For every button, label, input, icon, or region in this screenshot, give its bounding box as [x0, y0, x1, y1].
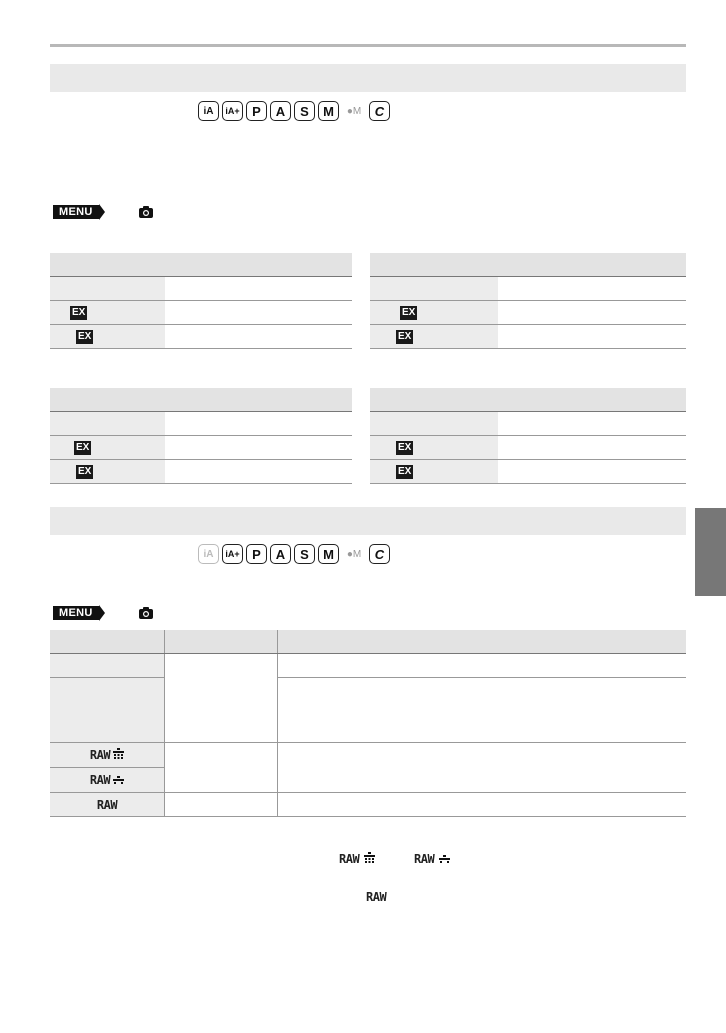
chapter-tab: [695, 508, 726, 596]
creative-video-icon: ●M: [346, 548, 362, 560]
raw-label: RAW: [414, 852, 435, 866]
extended-icon: EX: [402, 306, 416, 318]
creative-control-icon: C: [369, 544, 390, 564]
quality-table: [50, 630, 686, 817]
manual-mode-icon: M: [318, 544, 339, 564]
shutter-mode-icon: S: [294, 101, 315, 121]
intelligent-auto-icon: iA: [198, 544, 219, 564]
extended-icon: EX: [398, 330, 412, 342]
manual-mode-icon: M: [318, 101, 339, 121]
table-row: [370, 436, 686, 460]
table-2-left: [50, 388, 352, 484]
header-cell: [50, 388, 165, 412]
menu-arrow-icon: [99, 605, 105, 621]
aperture-mode-icon: A: [270, 101, 291, 121]
header-cell: [50, 630, 165, 654]
menu-arrow-icon: [99, 204, 105, 220]
aperture-mode-icon: A: [270, 544, 291, 564]
header-cell: [370, 253, 498, 277]
table-row: [50, 654, 686, 678]
section-header-2: [50, 507, 686, 535]
header-cell: [165, 253, 352, 277]
extended-icon: EX: [78, 330, 92, 342]
standard-quality-icon: [439, 852, 450, 864]
header-cell: [498, 253, 686, 277]
table-row: [50, 793, 686, 817]
mode-icons-2: [198, 544, 390, 564]
section-header-1: [50, 64, 686, 92]
table-row: [370, 412, 686, 436]
extended-icon: EX: [398, 441, 412, 453]
table-row: [50, 743, 686, 768]
header-cell: [50, 253, 165, 277]
intelligent-auto-plus-icon: iA+: [222, 101, 243, 121]
extended-icon: EX: [72, 306, 86, 318]
table-row: [370, 325, 686, 349]
extended-icon: EX: [78, 465, 92, 477]
header-cell: [165, 388, 352, 412]
program-mode-icon: P: [246, 101, 267, 121]
standard-quality-icon: [113, 773, 124, 785]
raw-label: RAW: [89, 748, 111, 762]
table-2-right: [370, 388, 686, 484]
note-raw: [366, 888, 386, 906]
note-raw-fine: [339, 850, 375, 868]
menu-path-1: [53, 204, 105, 220]
header-cell: [498, 388, 686, 412]
header-cell: [165, 630, 278, 654]
extended-icon: EX: [76, 441, 90, 453]
intelligent-auto-plus-icon: iA+: [222, 544, 243, 564]
program-mode-icon: P: [246, 544, 267, 564]
fine-quality-icon: [364, 852, 375, 864]
table-row: [50, 436, 352, 460]
creative-video-icon: ●M: [346, 105, 362, 117]
raw-label: RAW: [366, 890, 387, 904]
fine-quality-icon: [113, 748, 124, 760]
table-row: [50, 277, 352, 301]
table-row: [50, 325, 352, 349]
menu-label: MENU: [53, 205, 99, 219]
note-raw-standard: [414, 850, 450, 868]
raw-label: RAW: [89, 773, 111, 787]
extended-icon: EX: [398, 465, 412, 477]
table-row: [370, 301, 686, 325]
camera-icon: [138, 204, 154, 220]
raw-label: RAW: [339, 852, 360, 866]
table-row: [50, 678, 686, 743]
table-row: [50, 412, 352, 436]
table-row: [370, 277, 686, 301]
intelligent-auto-icon: iA: [198, 101, 219, 121]
header-cell: [278, 630, 687, 654]
table-row: [50, 460, 352, 484]
header-cell: [370, 388, 498, 412]
top-rule: [50, 44, 686, 47]
raw-label: RAW: [96, 797, 118, 812]
creative-control-icon: C: [369, 101, 390, 121]
mode-icons-1: [198, 101, 390, 121]
table-1-left: [50, 253, 352, 349]
table-row: [370, 460, 686, 484]
shutter-mode-icon: S: [294, 544, 315, 564]
camera-icon: [138, 605, 154, 621]
table-1-right: [370, 253, 686, 349]
menu-path-2: [53, 605, 105, 621]
menu-label: MENU: [53, 606, 99, 620]
table-row: [50, 301, 352, 325]
